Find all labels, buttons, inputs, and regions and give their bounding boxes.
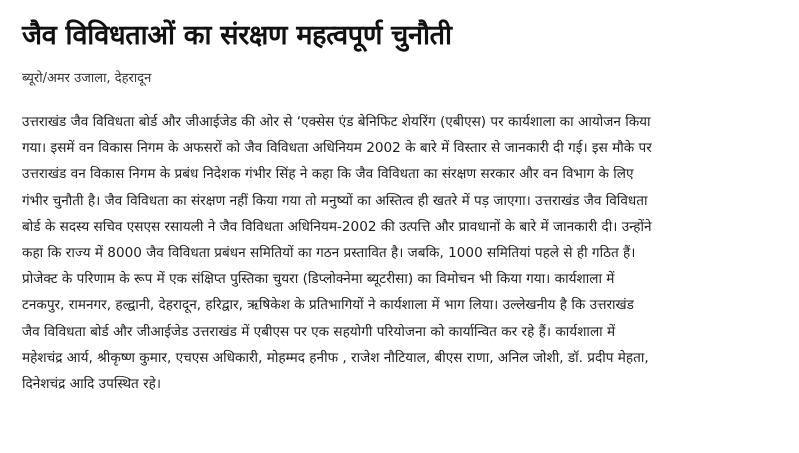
body-line: उत्तराखंड जैव विविधता बोर्ड और जीआईजेड की ओर से ‘एक्सेस एंड बेनिफिट शेयरिंग (एबीएस) पर कार्यशाला का आयोजन किया (22, 114, 651, 130)
body-line: टनकपुर, रामनगर, हल्द्वानी, देहरादून, हरिद्वार, ऋषिकेश के प्रतिभागियों ने कार्यशाला में भाग लिया। उल्लेखनीय है कि उत्तराखंड (22, 297, 634, 314)
body-line: कहा कि राज्य में 8000 जैव विविधता प्रबंधन समितियों का गठन प्रस्तावित है। जबकि, 1000 समितियां पहले से ही गठित हैं। (22, 245, 636, 262)
body-line: बोर्ड के सदस्य सचिव एसएस रसायली ने जैव विविधता अधिनियम-2002 की उत्पत्ति और प्रावधानों के बारे में जानकारी दी। उन्होंने (22, 218, 652, 235)
article-headline: जैव विविधताओं का संरक्षण महत्वपूर्ण चुनौती (22, 20, 452, 51)
body-line: गंभीर चुनौती है। जैव विविधता का संरक्षण नहीं किया गया तो मनुष्यों का अस्तित्व ही खतरे में पड़ जाएगा। उत्तराखंड जैव विविधता (22, 192, 648, 209)
body-line: दिनेशचंद्र आदि उपस्थित रहे। (22, 376, 162, 393)
body-line: उत्तराखंड वन विकास निगम के प्रबंध निदेशक गंभीर सिंह ने कहा कि जैव विविधता का संरक्षण सरकार और वन विभाग के लिए (22, 166, 634, 183)
body-line: प्रोजेक्ट के परिणाम के रूप में एक संक्षिप्त पुस्तिका चुयरा (डिप्लोक्नेमा ब्यूटरीसा) का विमोचन भी किया गया। कार्यशाला में (22, 271, 615, 288)
news-article (22, 14, 782, 397)
body-line: गया। इसमें वन विकास निगम के अफसरों को जैव विविधता अधिनियम 2002 के बारे में विस्तार से जानकारी दी गई। इस मौके पर (22, 140, 652, 157)
article-byline: ब्यूरो/अमर उजाला, देहरादून (22, 71, 152, 86)
article-body (22, 109, 782, 397)
body-line: जैव विविधता बोर्ड और जीआईजेड उत्तराखंड में एबीएस पर एक सहयोगी परियोजना को कार्यान्वित कर रहे हैं। कार्यशाला में (22, 323, 616, 340)
body-line: महेशचंद्र आर्य, श्रीकृष्ण कुमार, एचएस अधिकारी, मोहम्मद हनीफ , राजेश नौटियाल, बीएस राणा, अनिल जोशी, डॉ. प्रदीप मेहता, (22, 349, 649, 366)
